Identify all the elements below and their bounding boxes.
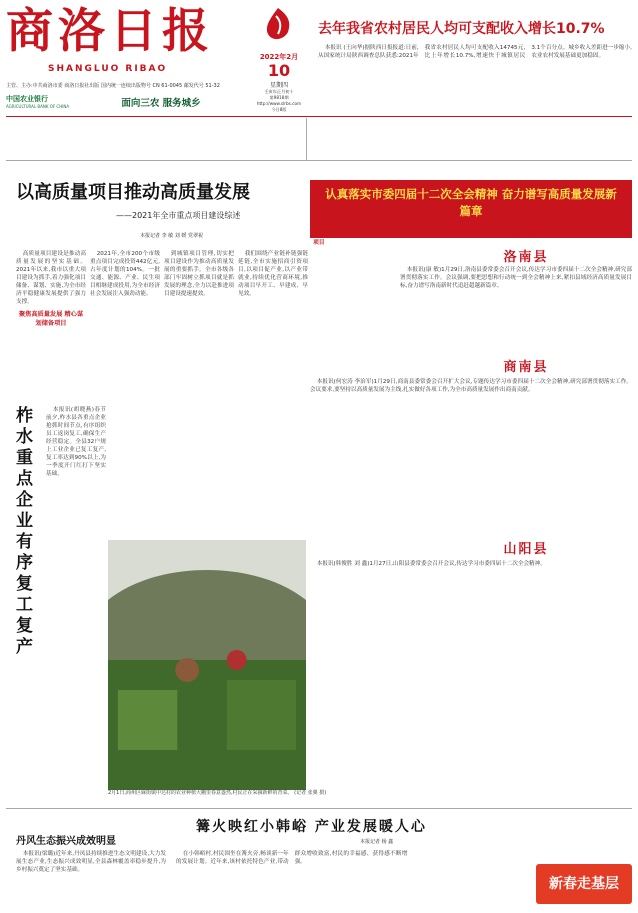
spring-column-badge: 新春走基层	[536, 864, 632, 904]
date-day: 10	[267, 61, 291, 80]
lead-column-4: 我们围绕产业链补链强链延链,全市实施招商引资项目,以项目促产业,以产业带就业,持续优化营商环境,推动项目早开工、早建成、早见效。	[238, 251, 308, 297]
county-text-shangnan: 本报讯(何宏涛 李治军)1月29日,商南县委常委会召开扩大会议,专题传达学习市委四届十二次全会精神,研究部署贯彻落实工作。会议要求,要坚持以高质量发展为主线,扎实做好各项工作,为全市高质量发展作出商南贡献。	[310, 379, 632, 393]
bottom-headline: 篝火映红小韩峪 产业发展暖人心	[196, 819, 427, 835]
publisher-line: 主管、主办:中共商洛市委 商洛日报社出版 国内统一连续出版物号 CN 61-0045 邮发代号 51-32	[6, 83, 220, 89]
county-heading-shangnan: 商南县	[503, 360, 549, 375]
danfeng-text: 本报讯(梁璐)近年来,丹凤县持续推进生态文明建设,大力发展生态产业,生态振兴成效明显,全县森林覆盖率稳步提升,为乡村振兴奠定了坚实基础。	[16, 851, 166, 873]
weekday: 星期四	[269, 82, 288, 89]
greenhouse-photo	[108, 540, 306, 790]
newspaper-pinyin: SHANGLUO RIBAO	[48, 64, 168, 74]
lead-subhead: 聚焦高质量发展 精心谋划储备项目	[18, 311, 84, 327]
lead-subtitle: ——2021年全市重点项目建设综述	[116, 211, 241, 220]
date-year-month: 2022年2月	[259, 53, 299, 61]
vertical-headline: 柞水重点企业有序复工复产	[16, 406, 33, 657]
danfeng-headline: 丹风生态振兴成效明显	[16, 836, 116, 847]
bank-logo	[6, 94, 86, 116]
bottom-byline: 本报记者 杨 鑫	[360, 839, 394, 845]
lead-column-3: 到城镇项目管理,切实把项目建设作为推动高质量发展的重要抓手。全市各级各部门牢固树立抓项目就是抓发展的理念,全力以赴推进项目建设提速提效。	[164, 251, 234, 297]
bank-name: 中国农业银行	[6, 95, 48, 103]
masthead-logo	[6, 4, 244, 62]
slogan: 面向三农 服务城乡	[121, 98, 201, 109]
divider	[6, 808, 632, 809]
photo-caption: 2月1日,商州区麻街镇中达村的农业种植大棚里春意盎然,村民正在采摘新鲜的青菜。 (记者 张翼 摄)	[108, 790, 327, 796]
website: http://www.slrbs.com	[256, 101, 302, 106]
page-count: 今日8版	[271, 107, 287, 112]
top-headline: 去年我省农村居民人均可支配收入增长10.7%	[318, 21, 605, 37]
lead-box-label: 项目	[313, 240, 325, 246]
lead-byline: 本报记者 李 敏 刘 媛 党翠祝	[140, 233, 203, 239]
vertical-story-text: 本报讯(胡晓燕)春节前夕,柞水县各重点企业抢抓时间节点,有序组织员工返岗复工,确保生产经营稳定。全县32户规上工业企业已复工复产,复工率达到90%以上,为一季度开门红打下坚实基础。	[46, 407, 106, 477]
bottom-story-text: 在小韩峪村,村民围坐在篝火旁,畅谈新一年的发展计划。近年来,该村依托特色产业,带动群众增收致富,村民的幸福感、获得感不断增强。	[176, 851, 408, 865]
divider	[306, 118, 307, 160]
top-story-text: 本报讯 (王向华)据陕西日报报道:日前,从国家统计局陕西调查总队获悉:2021年我省农村居民人均可支配收入14745元,比上年增长10.7%,增速快于城镇居民3.1个百分点。城乡收入差距进一步缩小,农业农村发展基础更加稳固。	[318, 45, 632, 59]
issue-number: 第9818期	[269, 95, 289, 100]
lead-column-1: 高质量项目建设是推动高质量发展的坚实基础。2021年以来,我市以重大项目建设为抓手,着力强化项目储备、谋划、实施,为全市经济平稳健康发展提供了强力支撑。 聚焦高质量发展 精心谋划储备项目	[16, 251, 86, 327]
county-heading-shanyang: 山阳县	[503, 542, 549, 557]
divider	[6, 160, 632, 161]
county-text-shanyang: 本报讯(韩俊胜 刘 鑫)1月27日,山阳县委常委会召开会议,传达学习市委四届十二次全会精神。	[316, 561, 546, 567]
date-box	[256, 52, 302, 113]
emblem-icon	[258, 6, 298, 46]
lead-headline: 以高质量项目推动高质量发展	[16, 182, 250, 203]
bank-subtitle: AGRICULTURAL BANK OF CHINA	[6, 104, 70, 109]
lead-column-2: 2021年,全市200个市级重点项目完成投资442亿元,占年度计划的104%。一批交通、能源、产业、民生项目相继建成投用,为全市经济社会发展注入强劲动能。	[90, 251, 160, 297]
lunar-date: 壬寅年正月初十	[264, 89, 294, 94]
county-text-luonan: 本报讯(康 敏)1月29日,洛南县委常委会召开会议,传达学习市委四届十二次全会精神,研究部署贯彻落实工作。会议强调,要把思想和行动统一到全会精神上来,紧扣县域经济高质量发展目标,奋力谱写洛南新时代追赶超越新篇章。	[400, 267, 632, 289]
right-banner: 认真落实市委四届十二次全会精神 奋力谱写高质量发展新篇章	[310, 180, 632, 238]
newspaper-title: 商洛日报	[6, 4, 214, 59]
county-heading-luonan: 洛南县	[503, 250, 549, 265]
divider	[6, 116, 632, 117]
